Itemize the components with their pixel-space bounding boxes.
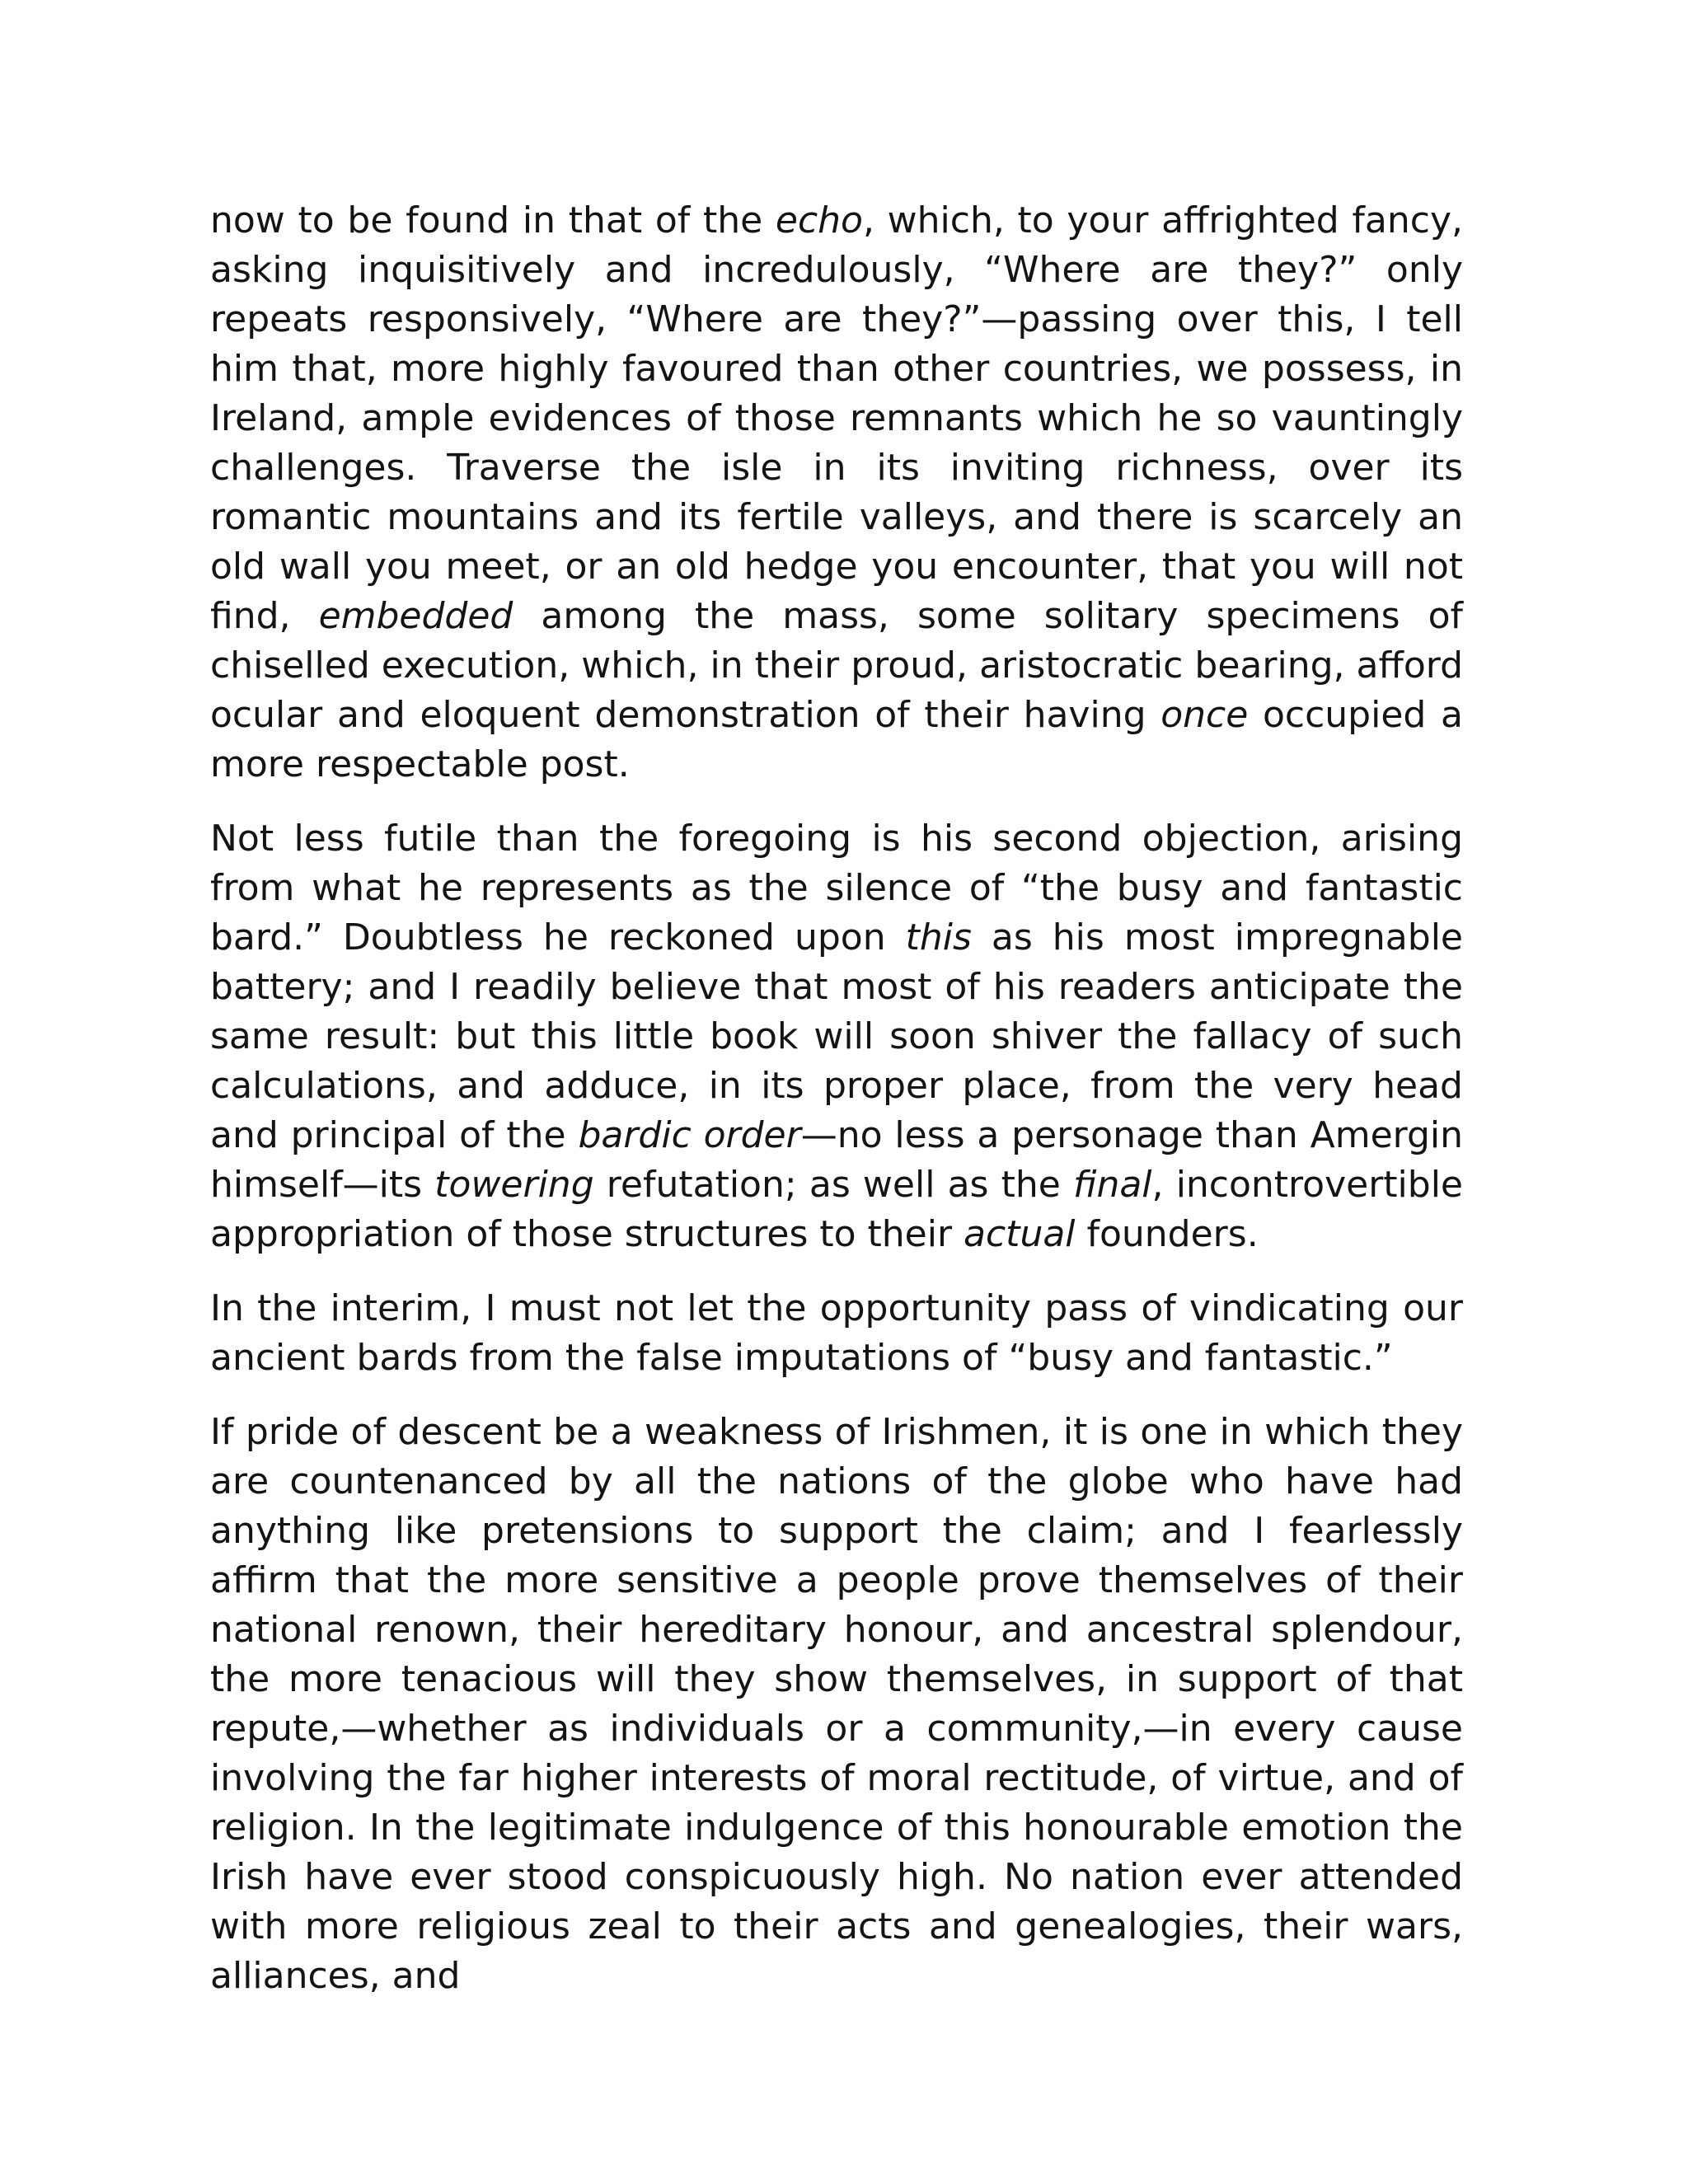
paragraph-2-text: as his most impregnable battery; and I readily believe that most of his readers anticipate the same result: but this little book will soon shiver the fallacy of such calculations, and adduce, in its proper place, from the very head and principal of the: [210, 916, 1463, 1156]
italic-echo: echo: [775, 199, 863, 241]
paragraph-1: [210, 196, 1463, 790]
italic-bardic-order: bardic order: [578, 1114, 801, 1156]
paragraph-4: [210, 1408, 1463, 2001]
paragraph-2-text: , incontrovertible appropriation of those structures to their: [210, 1164, 1463, 1255]
paragraph-3-text: In the interim, I must not let the opportunity pass of vindicating our ancient bards from the false imputations of “busy and fantastic.”: [210, 1287, 1463, 1379]
page-body: [210, 196, 1463, 2026]
italic-embedded: embedded: [318, 595, 513, 637]
paragraph-1-text: now to be found in that of the: [210, 199, 776, 241]
italic-once: once: [1160, 694, 1249, 736]
paragraph-2-text: founders.: [1075, 1213, 1259, 1255]
paragraph-2-text: Not less futile than the foregoing is his second objection, arising from what he represents as the silence of “the busy and fantastic bard.” Doubtless he reckoned upon: [210, 818, 1463, 958]
paragraph-1-text: among the mass, some solitary specimens of chiselled execution, which, in their proud, aristocratic bearing, afford ocular and eloquent demonstration of their having: [210, 595, 1463, 736]
italic-actual: actual: [964, 1213, 1076, 1255]
paragraph-1-text: , which, to your affrighted fancy, asking inquisitively and incredulously, “Where are they?” only repeats responsively, “Where are they?”—passing over this, I tell him that, more highly favoured than other countries, we possess, in Ireland, ample evidences of those remnants which he so vauntingly challenges. Traverse the isle in its inviting richness, over its romantic mountains and its fertile valleys, and there is scarcely an old wall you meet, or an old hedge you encounter, that you will not find,: [210, 199, 1463, 637]
paragraph-3: [210, 1284, 1463, 1383]
paragraph-4-text: If pride of descent be a weakness of Irishmen, it is one in which they are countenanced by all the nations of the globe who have had anything like pretensions to support the claim; and I fearlessly affirm that the more sensitive a people prove themselves of their national renown, their hereditary honour, and ancestral splendour, the more tenacious will they show themselves, in support of that repute,—whether as individuals or a community,—in every cause involving the far higher interests of moral rectitude, of virtue, and of religion. In the legitimate indulgence of this honourable emotion the Irish have ever stood conspicuously high. No nation ever attended with more religious zeal to their acts and genealogies, their wars, alliances, and: [210, 1411, 1463, 1997]
paragraph-2-text: refutation; as well as the: [593, 1164, 1074, 1206]
paragraph-1-text: occupied a more respectable post.: [210, 694, 1463, 785]
paragraph-2-text: —no less a personage than Amergin himself—its: [210, 1114, 1463, 1206]
paragraph-2: [210, 814, 1463, 1259]
italic-this: this: [905, 916, 972, 958]
italic-final: final: [1073, 1164, 1152, 1206]
italic-towering: towering: [434, 1164, 594, 1206]
